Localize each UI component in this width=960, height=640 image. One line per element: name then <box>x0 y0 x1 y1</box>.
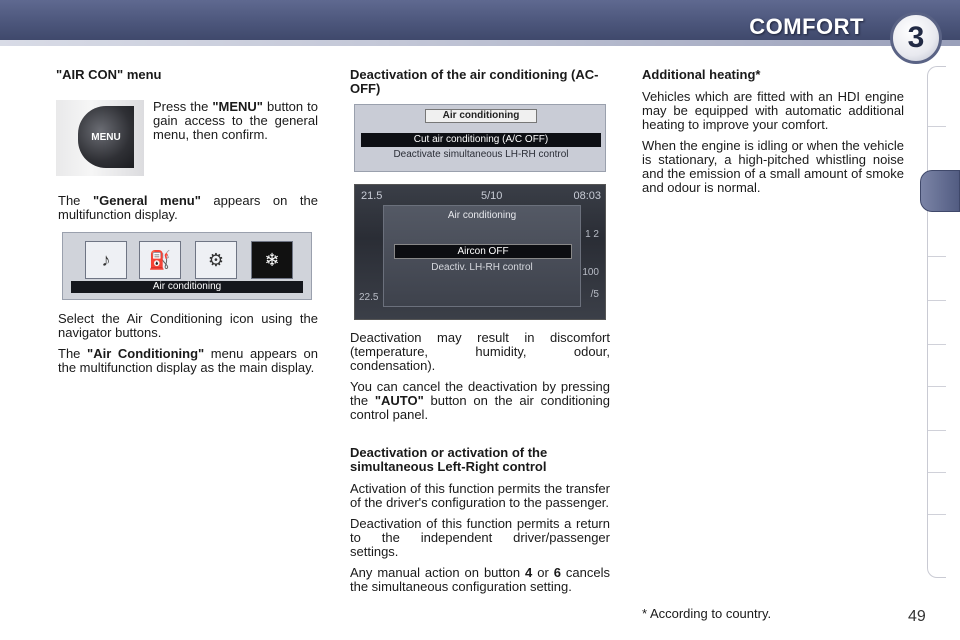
screen2-right-readout: /5 <box>590 289 599 300</box>
menu-button-photo <box>56 100 144 176</box>
chapter-number-badge: 3 <box>890 12 942 64</box>
menu-knob: MENU <box>78 106 134 168</box>
select-aircon-paragraphs: Select the Air Conditioning icon using the navigator buttons. The "Air Conditioning" menu appears on the multifunction display as the main display. <box>58 311 319 375</box>
chapter-tab-divider <box>928 472 946 473</box>
screen2-selected-item: Aircon OFF <box>394 244 572 259</box>
left-right-control-section: Deactivation or activation of the simultaneous Left-Right control Activation of this function permits the transfer of the driver's configuration to the passenger. Deactivation of this function permits a return to the independent driver/passenger settings. Any manual action on button 4 or 6 cancels the simultaneous configuration setting. <box>350 445 610 594</box>
additional-heating-heading: Additional heating* <box>642 67 761 82</box>
page-number: 49 <box>908 608 926 625</box>
column-additional-heating: Additional heating* Vehicles which are fitted with an HDI engine may be equipped with automatic additional heating to improve your comfort. When the engine is idling or when the vehicle is stationary, a high-pitched whistling noise and the emission of a small amount of smoke and odour is normal. <box>642 67 904 195</box>
aircon-menu-display-dark <box>354 184 606 320</box>
screen1-other-item: Deactivate simultaneous LH-RH control <box>393 149 569 160</box>
column-aircon-menu <box>56 68 318 90</box>
chapter-tab-divider <box>928 430 946 431</box>
screen2-title: Air conditioning <box>447 210 517 221</box>
aircon-menu-display-light <box>354 104 606 172</box>
screen2-menu-panel <box>383 205 581 307</box>
general-menu-paragraph: The "General menu" appears on the multifunction display. <box>58 193 318 222</box>
column-ac-off <box>350 68 610 104</box>
screen2-right-readout: 1 2 <box>585 229 599 240</box>
chapter-tab-divider <box>928 344 946 345</box>
air-conditioning-icon: ❄ <box>251 241 293 279</box>
settings-icon: ⚙ <box>195 241 237 279</box>
general-menu-display <box>62 232 312 300</box>
chapter-tab-strip <box>927 66 946 578</box>
header-stripe <box>0 40 960 46</box>
chapter-tab-divider <box>928 256 946 257</box>
screen2-track: 5/10 <box>481 190 503 202</box>
ac-off-paragraphs: Deactivation may result in discomfort (temperature, humidity, odour, condensation). You can cancel the deactivation by pressing the "AUTO" button on the air conditioning control panel. <box>350 330 610 422</box>
page-header <box>0 0 960 46</box>
aircon-menu-heading: "AIR CON" menu <box>56 67 162 82</box>
chapter-tab-divider <box>928 514 946 515</box>
screen2-right-readout: 100 <box>582 267 599 278</box>
footnote: * According to country. <box>642 606 772 621</box>
audio-icon: ♪ <box>85 241 127 279</box>
display-menu-label: Air conditioning <box>71 281 303 293</box>
chapter-tab-active[interactable] <box>920 170 960 212</box>
left-right-control-heading: Deactivation or activation of the simultaneous Left-Right control <box>350 445 548 474</box>
trip-computer-icon: ⛽ <box>139 241 181 279</box>
screen1-title: Air conditioning <box>425 109 537 123</box>
chapter-tab-divider <box>928 386 946 387</box>
screen2-other-item: Deactiv. LH-RH control <box>431 262 533 273</box>
chapter-tab-divider <box>928 126 946 127</box>
screen2-clock: 08:03 <box>573 190 601 202</box>
screen2-status-bar <box>361 189 601 203</box>
screen1-selected-item: Cut air conditioning (A/C OFF) <box>361 133 601 147</box>
screen2-left-temp: 22.5 <box>359 292 379 303</box>
ac-off-heading: Deactivation of the air conditioning (AC-OFF) <box>350 67 599 96</box>
screen2-temp: 21.5 <box>361 190 383 202</box>
chapter-tab-divider <box>928 300 946 301</box>
press-menu-paragraph: Press the "MENU" button to gain access to the general menu, then confirm. <box>153 99 318 142</box>
section-title: COMFORT <box>749 14 864 39</box>
